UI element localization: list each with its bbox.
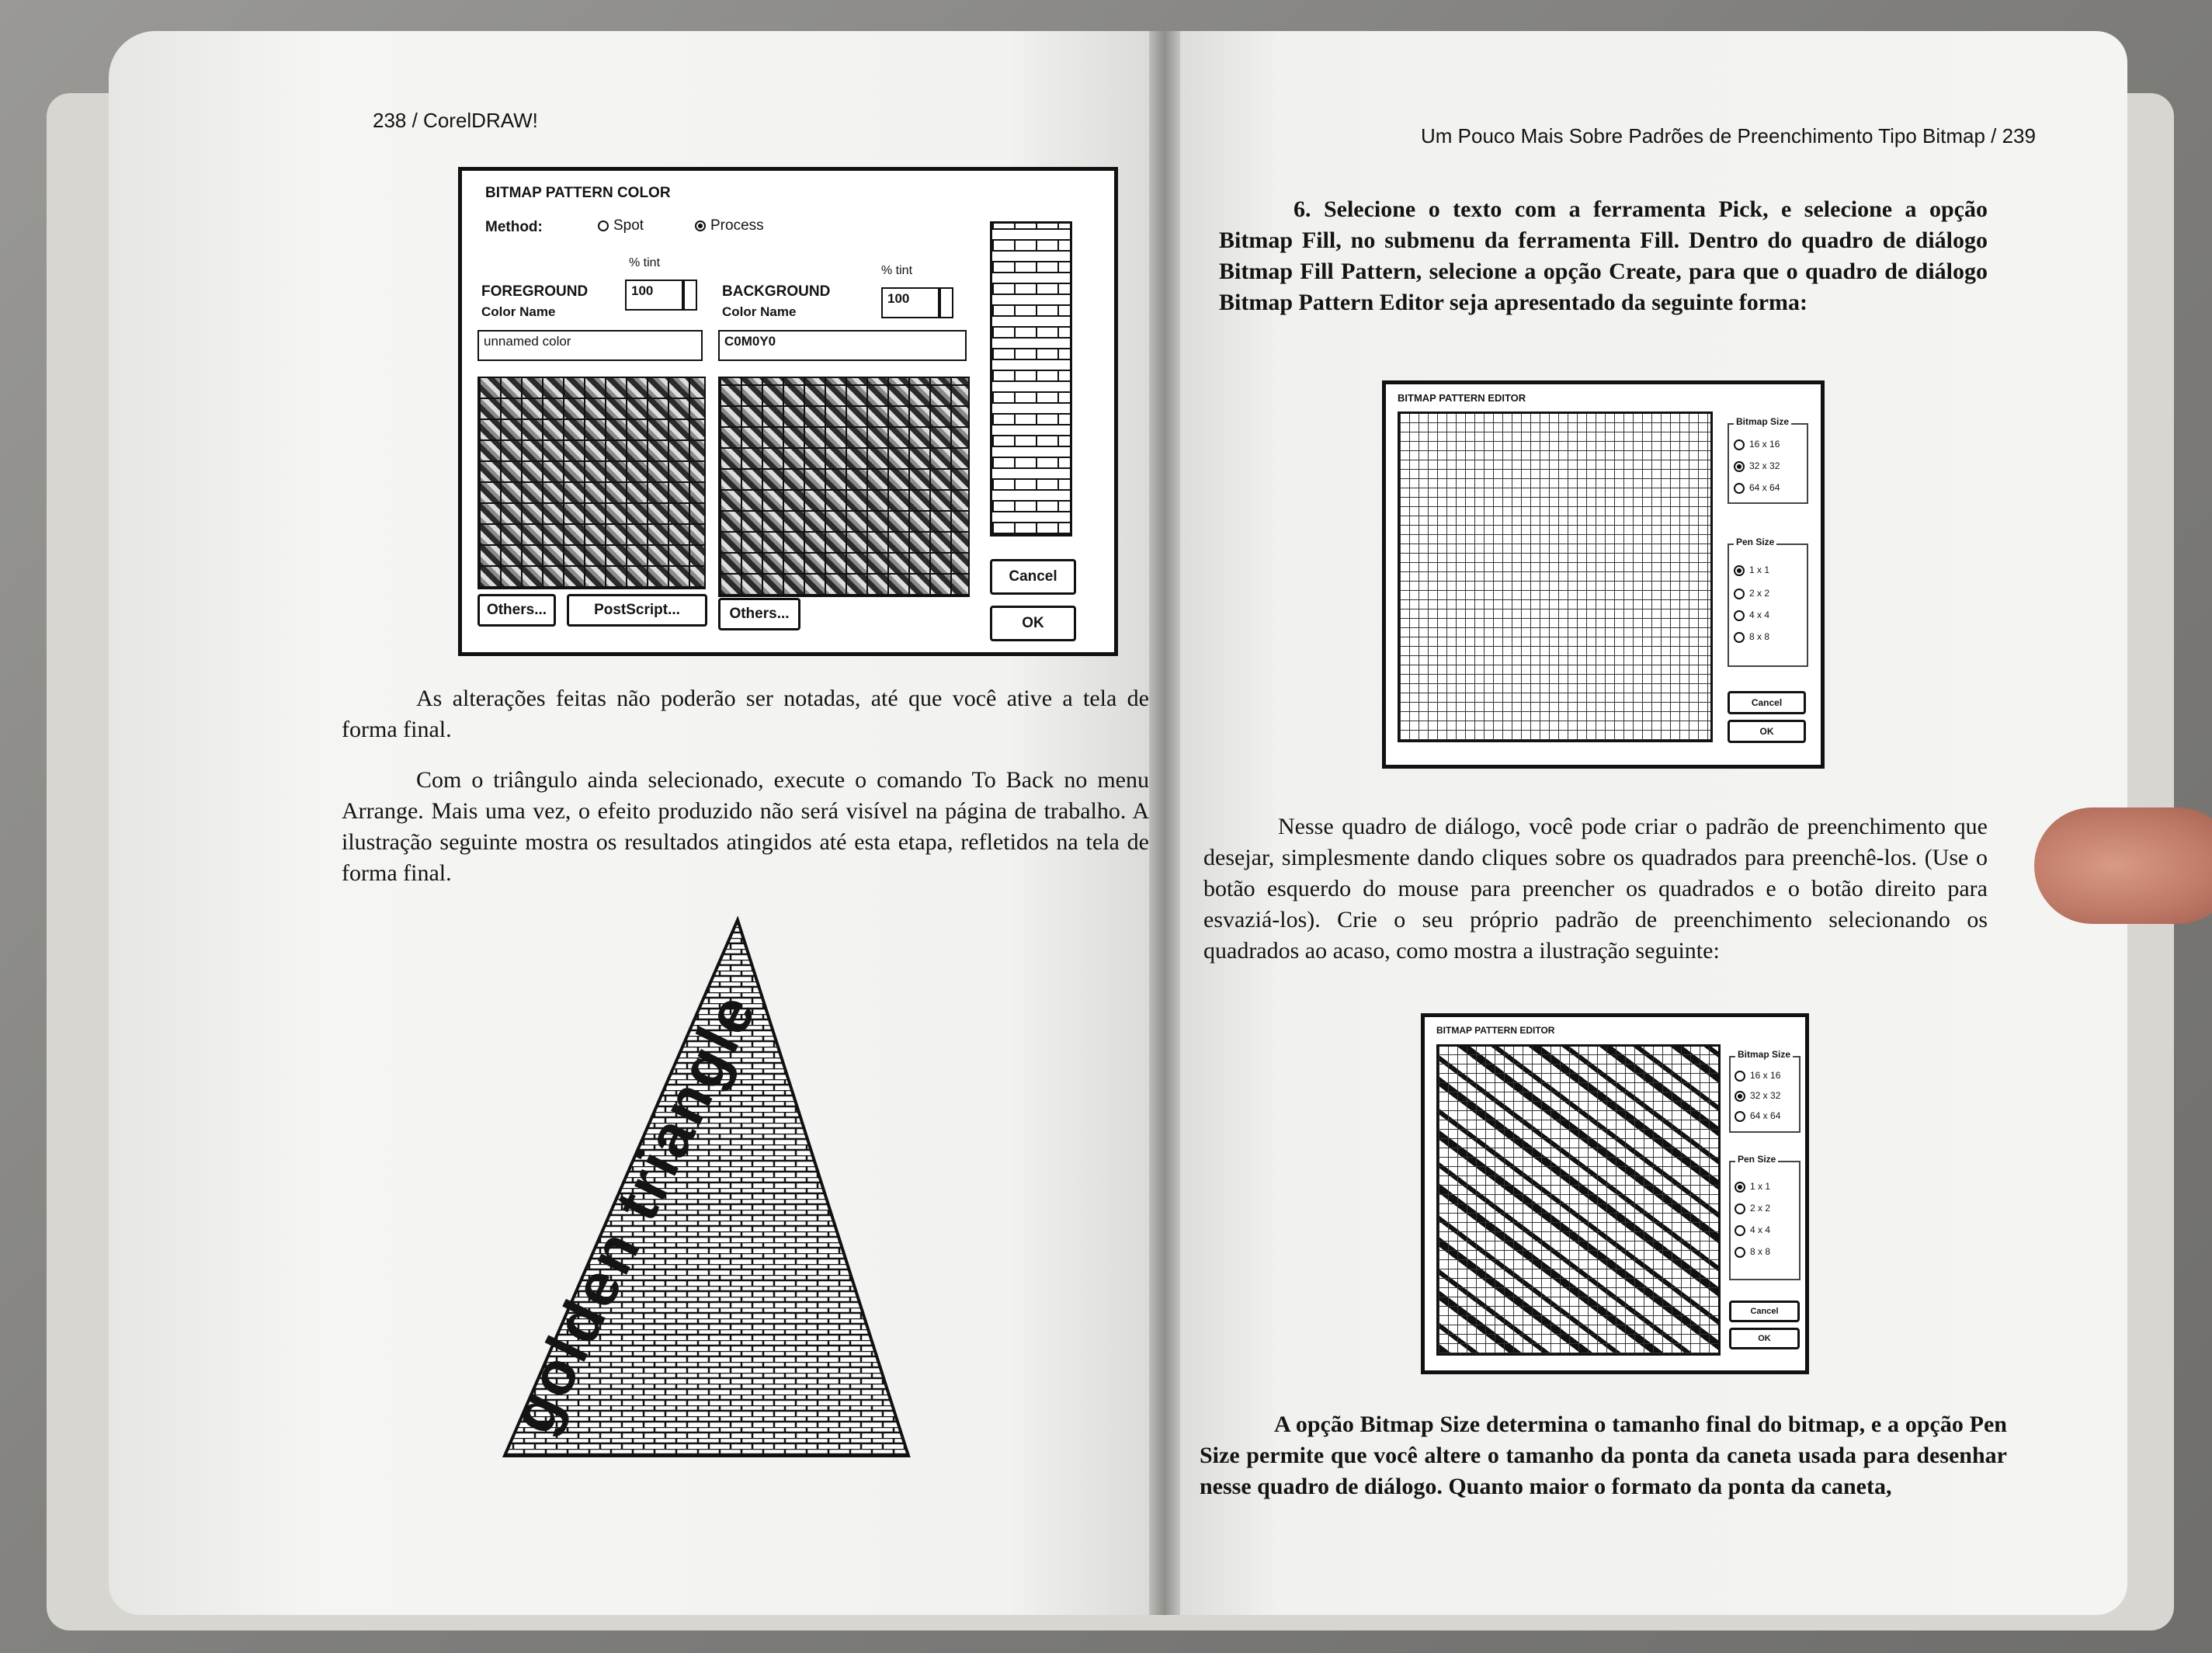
fg-others-button[interactable]: Others... — [477, 594, 556, 627]
book-gutter — [1149, 31, 1180, 1615]
pen-4-radio[interactable]: 4 x 4 — [1735, 1224, 1770, 1236]
left-paragraph-1: As alterações feitas não poderão ser notadas, até que você ative a tela de forma final. — [342, 686, 1149, 742]
right-paragraph-4: A opção Bitmap Size determina o tamanho final do bitmap, e a opção Pen Size permite que você altere o tamanho da ponta da caneta usada para desenhar nesse quadro de diálogo. Quanto maior o formato da ponta da caneta, — [1200, 1412, 2007, 1499]
bg-color-name-input[interactable]: C0M0Y0 — [718, 330, 967, 361]
bg-color-name-label: Color Name — [722, 304, 797, 319]
cancel-button[interactable]: Cancel — [990, 559, 1076, 595]
method-label: Method: — [485, 219, 543, 235]
foreground-label: FOREGROUND — [481, 283, 589, 300]
editor-ok-button[interactable]: OK — [1729, 1328, 1800, 1349]
triangle-text: golden triangle — [497, 981, 770, 1444]
bitmap-pattern-editor-dialog-random — [1421, 1013, 1809, 1374]
step-6-paragraph: 6. Selecione o texto com a ferramenta Pick, e selecione a opção Bitmap Fill, no submenu da ferramenta Fill. Dentro do quadro de diálogo Bitmap Fill Pattern, selecione a opção Create, para que o quadro de diálogo Bitmap Pattern Editor seja apresentado da seguinte forma: — [1219, 196, 1988, 315]
bitmap-size-group: Bitmap Size 16 x 16 32 x 32 64 x 64 — [1729, 1056, 1801, 1133]
bitmap-pattern-color-dialog — [458, 167, 1118, 656]
fg-color-name-label: Color Name — [481, 304, 556, 319]
size-32-radio[interactable]: 32 x 32 — [1735, 1090, 1780, 1102]
bg-tint-label: % tint — [881, 264, 913, 277]
background-palette[interactable] — [718, 377, 970, 597]
size-64-radio[interactable]: 64 x 64 — [1734, 482, 1780, 494]
size-64-radio[interactable]: 64 x 64 — [1735, 1110, 1780, 1122]
dialog-title: BITMAP PATTERN COLOR — [485, 185, 671, 201]
radio-selected-icon — [695, 221, 706, 231]
background-label: BACKGROUND — [722, 283, 831, 300]
right-running-head: Um Pouco Mais Sobre Padrões de Preenchimento Tipo Bitmap / 239 — [1421, 124, 2036, 148]
left-paragraph-2: Com o triângulo ainda selecionado, execute o comando To Back no menu Arrange. Mais uma vez, o efeito produzido não será visível na página de trabalho. A ilustração seguinte mostra os resultados atingidos até esta etapa, refletidos na tela de forma final. — [342, 767, 1149, 886]
bg-tint-input[interactable]: 100 — [881, 287, 939, 318]
postscript-button[interactable]: PostScript... — [567, 594, 707, 627]
left-running-head: 238 / CorelDRAW! — [373, 109, 538, 132]
method-process-radio[interactable]: Process — [695, 217, 764, 234]
pen-2-radio[interactable]: 2 x 2 — [1734, 588, 1769, 599]
bitmap-pattern-editor-dialog — [1382, 380, 1825, 769]
pen-4-radio[interactable]: 4 x 4 — [1734, 609, 1769, 621]
bg-tint-spinner[interactable] — [939, 287, 953, 318]
size-16-radio[interactable]: 16 x 16 — [1734, 439, 1780, 450]
pen-2-radio[interactable]: 2 x 2 — [1735, 1203, 1770, 1214]
pen-1-radio[interactable]: 1 x 1 — [1734, 564, 1769, 576]
editor-ok-button[interactable]: OK — [1728, 720, 1806, 743]
method-spot-radio[interactable]: Spot — [598, 217, 644, 234]
fg-tint-label: % tint — [629, 256, 661, 269]
pen-1-radio[interactable]: 1 x 1 — [1735, 1181, 1770, 1193]
pattern-preview — [990, 221, 1072, 537]
editor-cancel-button[interactable]: Cancel — [1728, 691, 1806, 714]
fg-tint-spinner[interactable] — [683, 280, 697, 311]
bitmap-size-group: Bitmap Size 16 x 16 32 x 32 64 x 64 — [1728, 423, 1808, 504]
editor-title: BITMAP PATTERN EDITOR — [1436, 1025, 1555, 1036]
editor-cancel-button[interactable]: Cancel — [1729, 1301, 1800, 1322]
pen-8-radio[interactable]: 8 x 8 — [1735, 1246, 1770, 1258]
pattern-grid-random[interactable] — [1436, 1044, 1721, 1356]
pen-8-radio[interactable]: 8 x 8 — [1734, 631, 1769, 643]
size-16-radio[interactable]: 16 x 16 — [1735, 1070, 1780, 1082]
fg-tint-input[interactable]: 100 — [625, 280, 683, 311]
pattern-grid-empty[interactable] — [1398, 412, 1713, 742]
editor-title: BITMAP PATTERN EDITOR — [1398, 392, 1526, 404]
size-32-radio[interactable]: 32 x 32 — [1734, 460, 1780, 472]
foreground-palette[interactable] — [477, 377, 706, 589]
pen-size-group: Pen Size 1 x 1 2 x 2 4 x 4 8 x 8 — [1728, 543, 1808, 667]
right-paragraph-3: Nesse quadro de diálogo, você pode criar o padrão de preenchimento que desejar, simplesmente dando cliques sobre os quadrados para preenchê-los. (Use o botão esquerdo do mouse para preencher os quadrados e o botão direito para esvaziá-los). Crie o seu próprio padrão de preenchimento selecionando os quadrados ao acaso, como mostra a ilustração seguinte: — [1203, 814, 1988, 964]
bg-others-button[interactable]: Others... — [718, 598, 800, 630]
radio-icon — [598, 221, 609, 231]
finger-thumb — [2034, 807, 2212, 924]
ok-button[interactable]: OK — [990, 606, 1076, 641]
fg-color-name-input[interactable]: unnamed color — [477, 330, 703, 361]
pen-size-group: Pen Size 1 x 1 2 x 2 4 x 4 8 x 8 — [1729, 1161, 1801, 1280]
